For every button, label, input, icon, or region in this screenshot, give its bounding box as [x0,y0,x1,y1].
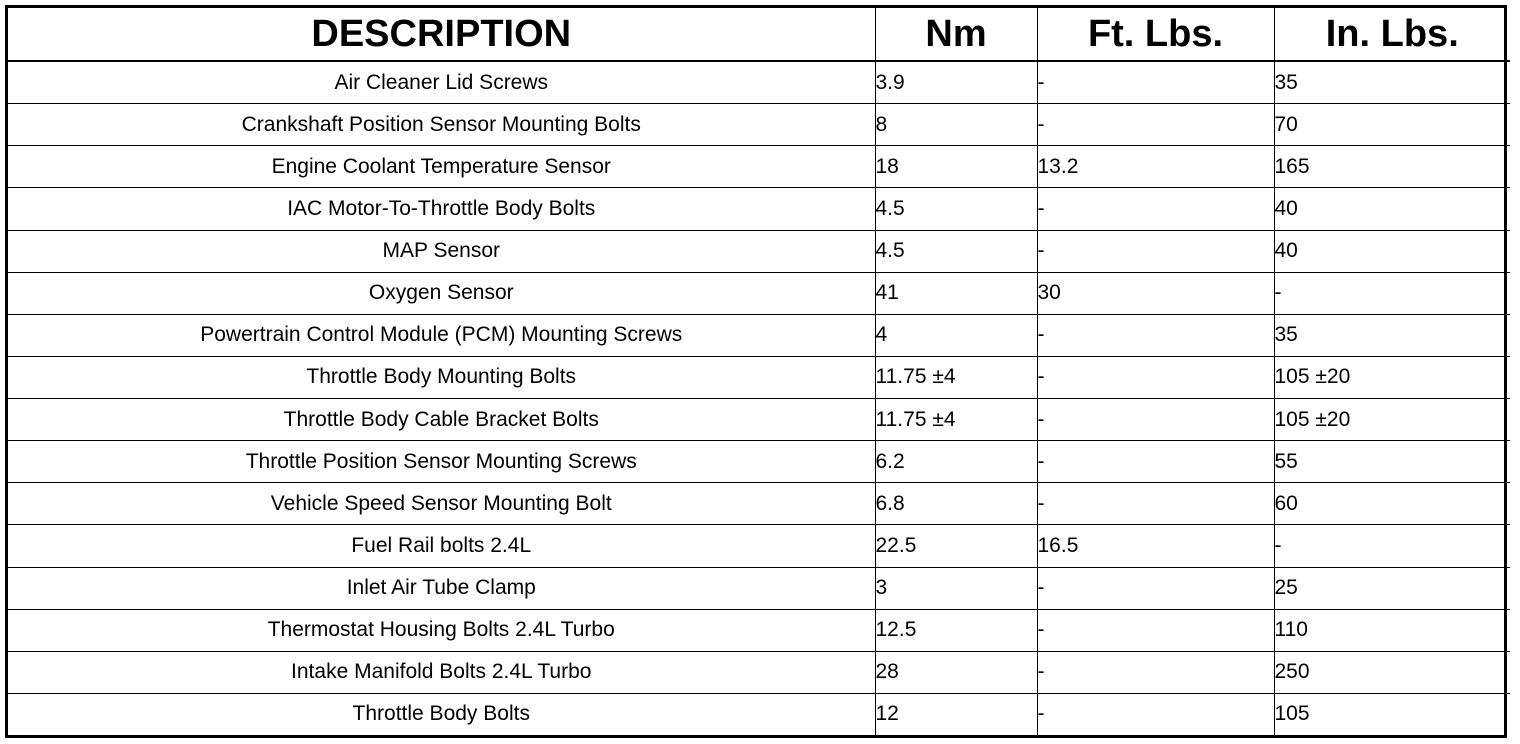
cell-ft-lbs: 13.2 [1037,146,1274,188]
cell-in-lbs: - [1274,272,1510,314]
table-row [8,272,1510,314]
cell-in-lbs: 35 [1274,61,1510,104]
cell-in-lbs: 25 [1274,567,1510,609]
cell-description: Intake Manifold Bolts 2.4L Turbo [8,651,875,693]
cell-in-lbs: 105 ±20 [1274,356,1510,398]
cell-in-lbs: 35 [1274,314,1510,356]
cell-ft-lbs: - [1037,693,1274,735]
cell-in-lbs: 55 [1274,441,1510,483]
cell-ft-lbs: - [1037,651,1274,693]
torque-spec-table-frame [5,5,1507,738]
cell-description: Powertrain Control Module (PCM) Mounting Screws [8,314,875,356]
header-in-lbs: In. Lbs. [1274,8,1510,61]
cell-nm: 4 [875,314,1037,356]
cell-description: MAP Sensor [8,230,875,272]
cell-nm: 4.5 [875,230,1037,272]
header-description: DESCRIPTION [8,8,875,61]
cell-description: Throttle Body Bolts [8,693,875,735]
cell-description: IAC Motor-To-Throttle Body Bolts [8,188,875,230]
cell-description: Vehicle Speed Sensor Mounting Bolt [8,483,875,525]
table-header-row [8,8,1510,61]
cell-in-lbs: 105 [1274,693,1510,735]
table-row [8,146,1510,188]
cell-ft-lbs: 16.5 [1037,525,1274,567]
table-row [8,693,1510,735]
header-ft-lbs: Ft. Lbs. [1037,8,1274,61]
cell-description: Air Cleaner Lid Screws [8,61,875,104]
cell-ft-lbs: - [1037,483,1274,525]
cell-ft-lbs: - [1037,609,1274,651]
cell-nm: 18 [875,146,1037,188]
torque-spec-table [8,8,1510,735]
cell-description: Oxygen Sensor [8,272,875,314]
cell-nm: 28 [875,651,1037,693]
cell-nm: 4.5 [875,188,1037,230]
table-row [8,188,1510,230]
cell-description: Engine Coolant Temperature Sensor [8,146,875,188]
cell-nm: 12 [875,693,1037,735]
cell-description: Thermostat Housing Bolts 2.4L Turbo [8,609,875,651]
cell-description: Throttle Body Mounting Bolts [8,356,875,398]
table-row [8,230,1510,272]
table-row [8,567,1510,609]
table-row [8,399,1510,441]
table-row [8,61,1510,104]
cell-in-lbs: 60 [1274,483,1510,525]
table-row [8,314,1510,356]
cell-in-lbs: - [1274,525,1510,567]
cell-ft-lbs: - [1037,61,1274,104]
table-row [8,441,1510,483]
table-row [8,609,1510,651]
cell-description: Fuel Rail bolts 2.4L [8,525,875,567]
table-row [8,356,1510,398]
cell-in-lbs: 110 [1274,609,1510,651]
cell-nm: 41 [875,272,1037,314]
cell-nm: 6.8 [875,483,1037,525]
table-row [8,104,1510,146]
cell-in-lbs: 105 ±20 [1274,399,1510,441]
cell-ft-lbs: 30 [1037,272,1274,314]
header-nm: Nm [875,8,1037,61]
cell-ft-lbs: - [1037,230,1274,272]
cell-in-lbs: 165 [1274,146,1510,188]
cell-ft-lbs: - [1037,104,1274,146]
table-row [8,651,1510,693]
cell-nm: 8 [875,104,1037,146]
cell-in-lbs: 70 [1274,104,1510,146]
cell-in-lbs: 250 [1274,651,1510,693]
table-row [8,525,1510,567]
cell-ft-lbs: - [1037,399,1274,441]
cell-description: Crankshaft Position Sensor Mounting Bolts [8,104,875,146]
cell-nm: 3.9 [875,61,1037,104]
cell-description: Throttle Position Sensor Mounting Screws [8,441,875,483]
cell-nm: 6.2 [875,441,1037,483]
cell-nm: 22.5 [875,525,1037,567]
cell-nm: 12.5 [875,609,1037,651]
cell-ft-lbs: - [1037,567,1274,609]
table-body [8,61,1510,735]
cell-nm: 11.75 ±4 [875,399,1037,441]
cell-ft-lbs: - [1037,441,1274,483]
cell-in-lbs: 40 [1274,230,1510,272]
cell-nm: 11.75 ±4 [875,356,1037,398]
cell-ft-lbs: - [1037,314,1274,356]
cell-ft-lbs: - [1037,356,1274,398]
cell-nm: 3 [875,567,1037,609]
cell-description: Throttle Body Cable Bracket Bolts [8,399,875,441]
cell-description: Inlet Air Tube Clamp [8,567,875,609]
cell-ft-lbs: - [1037,188,1274,230]
table-row [8,483,1510,525]
cell-in-lbs: 40 [1274,188,1510,230]
